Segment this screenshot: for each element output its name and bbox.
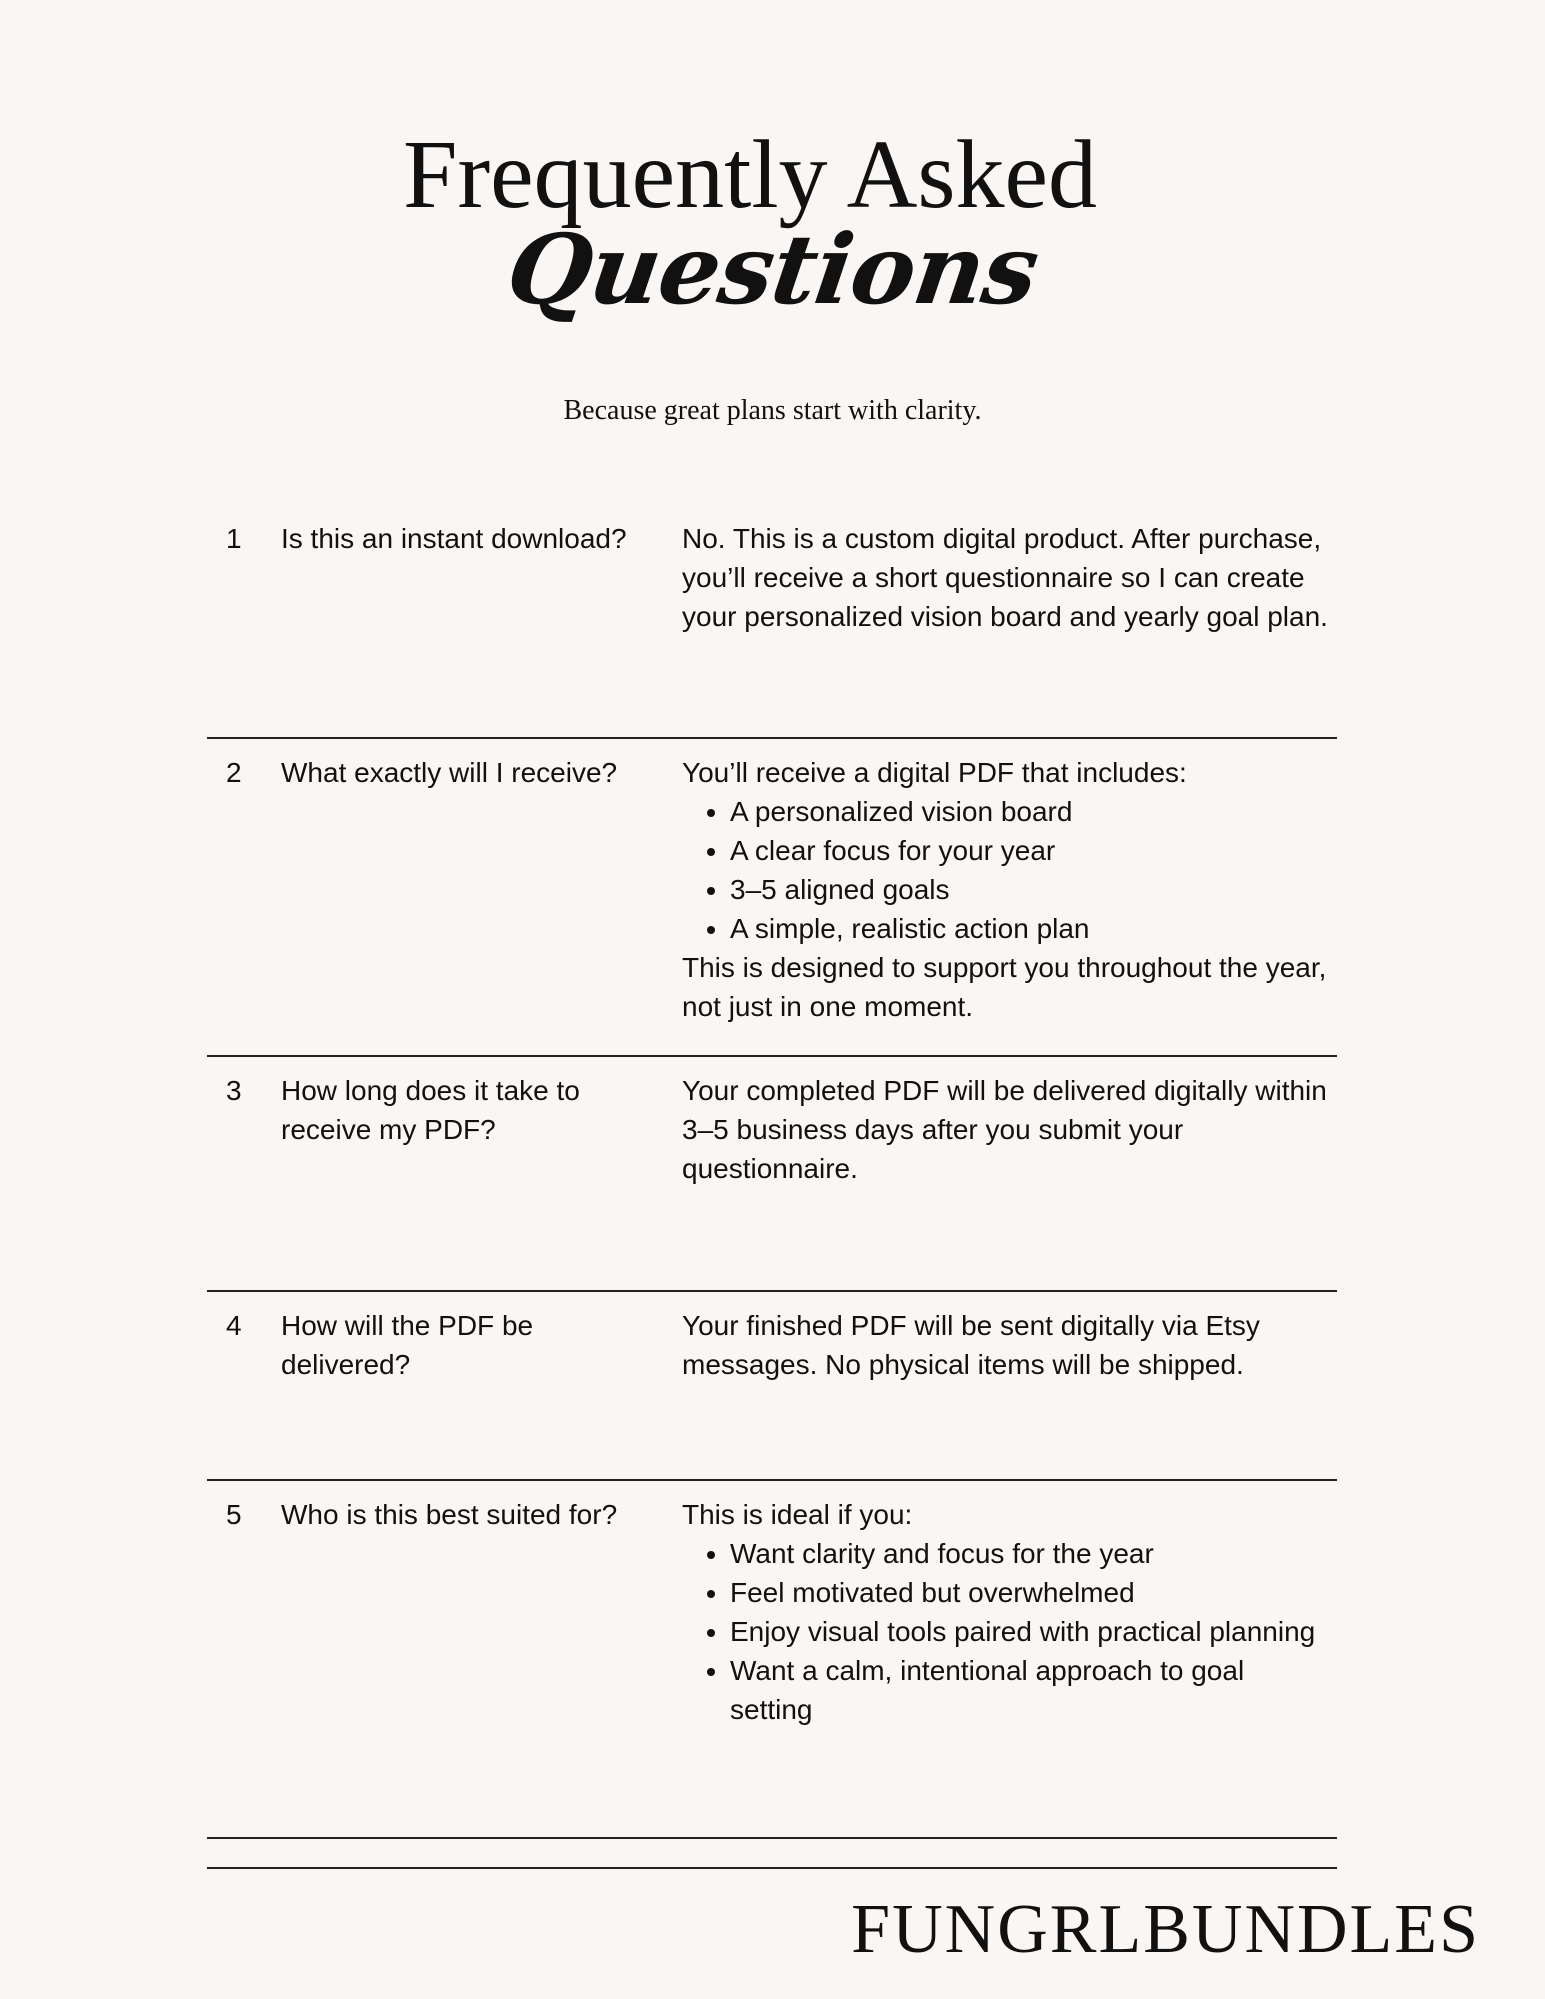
faq-answer — [682, 753, 1332, 1026]
faq-answer-text: This is designed to support you throughout the year, not just in one moment. — [682, 952, 1327, 1022]
page-subtitle: Because great plans start with clarity. — [563, 395, 982, 426]
faq-number: 3 — [226, 1075, 242, 1106]
faq-question: How will the PDF be delivered? — [281, 1310, 534, 1380]
divider — [207, 737, 1337, 739]
list-item: • A simple, realistic action plan — [730, 909, 1332, 948]
page-title-script: Questions — [500, 213, 1045, 326]
divider — [207, 1479, 1337, 1481]
list-item: • A clear focus for your year — [730, 831, 1332, 870]
faq-number: 5 — [226, 1499, 242, 1530]
faq-answer-text: Your finished PDF will be sent digitally via Etsy messages. No physical items will be shipped. — [682, 1310, 1260, 1380]
faq-answer-text: This is ideal if you: — [682, 1499, 913, 1530]
faq-answer — [682, 1495, 1332, 1729]
faq-bullet-list — [682, 1534, 1332, 1729]
faq-answer — [682, 519, 1332, 636]
faq-question: How long does it take to receive my PDF? — [281, 1075, 580, 1145]
list-item: • Want a calm, intentional approach to goal setting — [730, 1651, 1332, 1729]
faq-answer — [682, 1306, 1332, 1384]
divider — [207, 1290, 1337, 1292]
list-item: • A personalized vision board — [730, 792, 1332, 831]
brand-logo-text: FUNGRLBUNDLES — [851, 1891, 1480, 1968]
list-item: • Want clarity and focus for the year — [730, 1534, 1332, 1573]
faq-number: 2 — [226, 757, 242, 788]
faq-question: Is this an instant download? — [281, 523, 627, 554]
divider — [207, 1055, 1337, 1057]
faq-answer-text: Your completed PDF will be delivered digitally within 3–5 business days after you submit your questionnaire. — [682, 1075, 1327, 1184]
list-item: • Enjoy visual tools paired with practical planning — [730, 1612, 1332, 1651]
faq-number: 4 — [226, 1310, 242, 1341]
faq-number: 1 — [226, 523, 242, 554]
faq-answer-text: No. This is a custom digital product. After purchase, you’ll receive a short questionnaire so I can create your personalized vision board and yearly goal plan. — [682, 523, 1328, 632]
faq-answer — [682, 1071, 1332, 1188]
faq-question: What exactly will I receive? — [281, 757, 618, 788]
list-item: • Feel motivated but overwhelmed — [730, 1573, 1332, 1612]
list-item: • 3–5 aligned goals — [730, 870, 1332, 909]
divider — [207, 1867, 1337, 1869]
faq-answer-text: You’ll receive a digital PDF that includes: — [682, 757, 1187, 788]
faq-bullet-list — [682, 792, 1332, 948]
faq-question: Who is this best suited for? — [281, 1499, 618, 1530]
divider — [207, 1837, 1337, 1839]
page-title: Frequently Asked — [402, 121, 1098, 229]
